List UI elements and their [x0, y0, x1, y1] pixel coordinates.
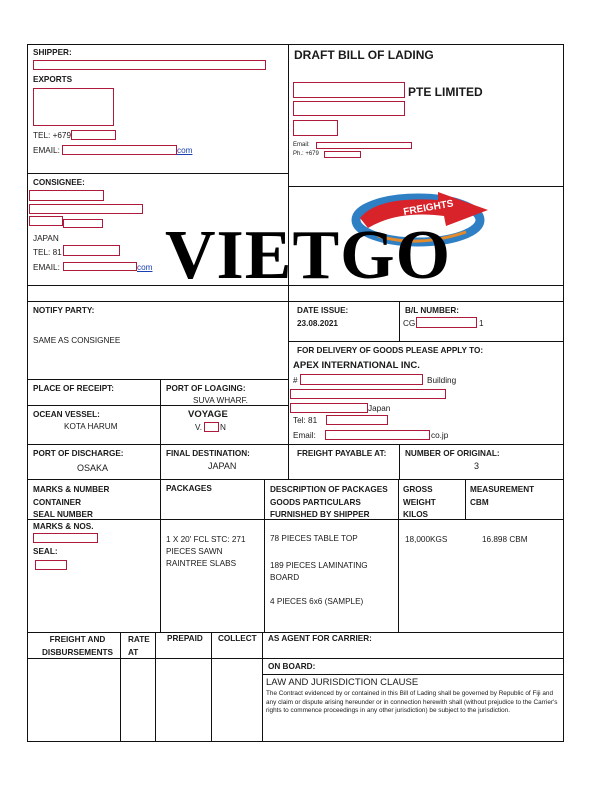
- law-clause-title: LAW AND JURISDICTION CLAUSE: [266, 677, 419, 688]
- company-phone: Ph.: +679: [293, 151, 319, 157]
- port-of-loading-value: SUVA WHARF.: [193, 396, 248, 405]
- redacted-container-number: [33, 533, 98, 543]
- redacted-delivery-address3: [290, 403, 368, 413]
- redacted-delivery-email: [325, 430, 430, 440]
- bl-number-suffix: 1: [479, 319, 484, 328]
- redacted-seal-number: [35, 560, 67, 570]
- marks-header: MARKS & NUMBER CONTAINER SEAL NUMBER: [33, 485, 110, 519]
- description-line-1: 78 PIECES TABLE TOP: [270, 534, 358, 543]
- number-of-original-label: NUMBER OF ORIGINAL:: [405, 449, 500, 458]
- redacted-shipper-tel: [71, 130, 116, 140]
- notify-party-label: NOTIFY PARTY:: [33, 306, 95, 315]
- notify-party-value: SAME AS CONSIGNEE: [33, 336, 121, 345]
- final-destination-label: FINAL DESTINATION:: [166, 449, 250, 458]
- consignee-country: JAPAN: [33, 234, 59, 243]
- voyage-prefix: V.: [195, 423, 202, 432]
- final-destination-value: JAPAN: [208, 461, 237, 471]
- redacted-company-line2: [293, 101, 405, 116]
- redacted-consignee-address3: [63, 219, 103, 228]
- voyage-suffix: N: [220, 423, 226, 432]
- redacted-voyage-number: [204, 422, 219, 432]
- consignee-tel: TEL: 81: [33, 248, 62, 257]
- prepaid-label: PREPAID: [167, 634, 203, 643]
- measurement-value: 16.898 CBM: [482, 535, 528, 544]
- consignee-email-domain[interactable]: com: [137, 263, 153, 272]
- delivery-email-label: Email:: [293, 431, 316, 440]
- ocean-vessel-label: OCEAN VESSEL:: [33, 410, 100, 419]
- vietgo-watermark: VIETGO: [165, 217, 452, 294]
- redacted-bl-number: [416, 317, 477, 328]
- redacted-consignee-address1: [29, 204, 143, 214]
- delivery-label: FOR DELIVERY OF GOODS PLEASE APPLY TO:: [297, 346, 484, 355]
- gross-weight-header: GROSS WEIGHT KILOS: [403, 485, 436, 519]
- redacted-consignee-email: [63, 262, 137, 271]
- number-of-original-value: 3: [474, 461, 480, 471]
- description-line-2: 189 PIECES LAMINATING BOARD: [270, 561, 368, 582]
- bl-number-label: B/L NUMBER:: [405, 306, 459, 315]
- shipper-tel: TEL: +679: [33, 131, 72, 140]
- logo-text: FREIGHTS: [402, 198, 455, 218]
- date-issue-label: DATE ISSUE:: [297, 306, 349, 315]
- redacted-shipper-email: [62, 145, 177, 155]
- redacted-company-line3: [293, 120, 338, 136]
- law-clause-text: The Contract evidenced by or contained in this Bill of Lading shall be governed by Republic of Fiji and any claim or dispute arising hereunder or in connection herewith shall (without prejudice to the Carrier's rights to commence proceedings in any other jurisdiction) be subject to the jurisdiction.: [266, 690, 558, 715]
- date-issue-value: 23.08.2021: [297, 319, 338, 328]
- freight-payable-label: FREIGHT PAYABLE AT:: [297, 449, 387, 458]
- shipper-email-label: EMAIL:: [33, 146, 60, 155]
- redacted-shipper-address: [33, 88, 114, 126]
- consignee-email-label: EMAIL:: [33, 263, 60, 272]
- redacted-delivery-address1: [300, 374, 423, 385]
- description-header: DESCRIPTION OF PACKAGES GOODS PARTICULARS FURNISHED BY SHIPPER: [270, 485, 388, 519]
- redacted-delivery-tel: [326, 415, 388, 425]
- measurement-header: MEASUREMENT CBM: [470, 485, 535, 507]
- redacted-company-email: [316, 142, 412, 149]
- port-of-loading-label: PORT OF LOAGING:: [166, 384, 246, 393]
- collect-label: COLLECT: [218, 634, 257, 643]
- delivery-address-prefix: #: [293, 376, 298, 385]
- port-of-discharge-value: OSAKA: [77, 463, 109, 473]
- delivery-building: Building: [427, 376, 457, 385]
- delivery-email-domain: co.jp: [431, 431, 449, 440]
- rate-at-label: RATE AT: [128, 635, 150, 657]
- packages-header: PACKAGES: [166, 484, 212, 493]
- delivery-tel: Tel: 81: [293, 416, 318, 425]
- shipper-label: SHIPPER:: [33, 48, 72, 57]
- redacted-consignee-tel: [63, 245, 120, 256]
- consignee-label: CONSIGNEE:: [33, 178, 85, 187]
- exports-label: EXPORTS: [33, 75, 73, 84]
- gross-weight-value: 18,000KGS: [405, 535, 448, 544]
- ocean-vessel-value: KOTA HARUM: [64, 422, 118, 431]
- document-title: DRAFT BILL OF LADING: [294, 48, 434, 62]
- redacted-delivery-address2: [290, 389, 446, 399]
- redacted-consignee-name: [29, 190, 104, 201]
- seal-label: SEAL:: [33, 547, 58, 556]
- bl-number-prefix: CG: [403, 319, 416, 328]
- port-of-discharge-label: PORT OF DISCHARGE:: [33, 449, 124, 458]
- packages-value: 1 X 20' FCL STC: 271 PIECES SAWN RAINTREE SLABS: [166, 535, 246, 568]
- redacted-consignee-address2: [29, 216, 63, 226]
- shipper-email-domain[interactable]: com: [177, 146, 193, 155]
- redacted-company-phone: [324, 151, 361, 158]
- agent-for-carrier-label: AS AGENT FOR CARRIER:: [268, 634, 372, 643]
- marks-nos-label: MARKS & NOS.: [33, 522, 94, 531]
- delivery-company: APEX INTERNATIONAL INC.: [293, 360, 420, 371]
- company-suffix: PTE LIMITED: [408, 85, 483, 99]
- company-email: Email:: [293, 142, 310, 148]
- on-board-label: ON BOARD:: [268, 662, 316, 671]
- delivery-country: Japan: [368, 404, 391, 413]
- redacted-company-name: [293, 82, 405, 98]
- freight-disbursements-label: FREIGHT AND DISBURSEMENTS: [42, 635, 113, 657]
- place-of-receipt-label: PLACE OF RECEIPT:: [33, 384, 114, 393]
- description-line-3: 4 PIECES 6x6 (SAMPLE): [270, 597, 364, 606]
- redacted-shipper-name: [33, 60, 266, 70]
- voyage-label: VOYAGE: [188, 409, 228, 420]
